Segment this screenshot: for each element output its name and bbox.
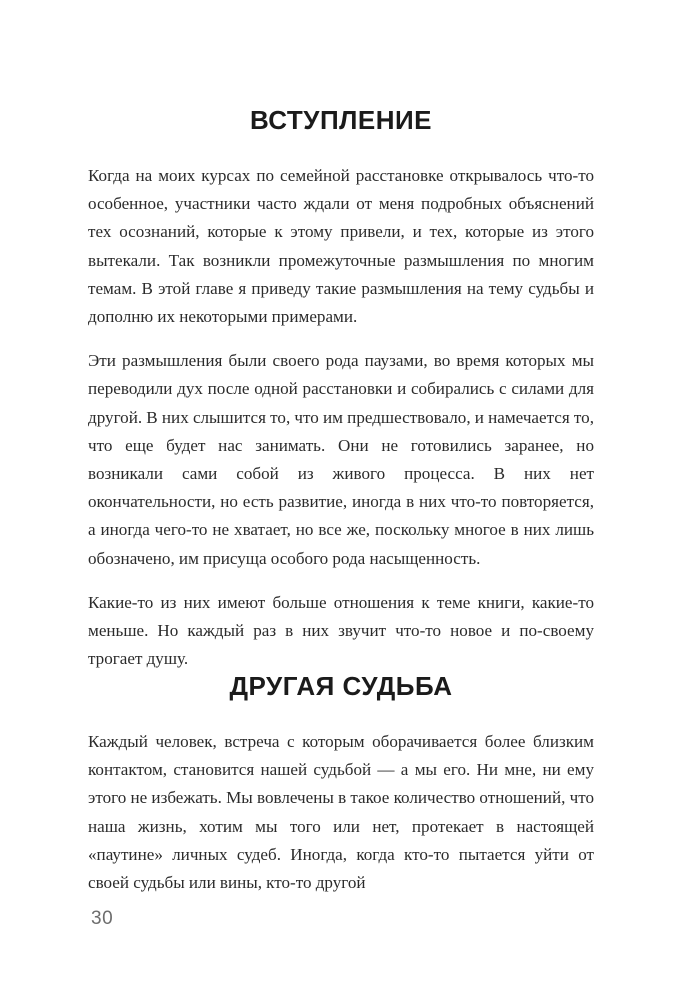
section-heading-intro-container — [88, 106, 594, 135]
paragraph: Какие-то из них имеют больше отношения к теме книги, какие-то меньше. Но каждый раз в них звучит что-то новое и по-своему трогает душу. — [88, 592, 594, 669]
section-body-other-fate — [88, 728, 594, 897]
chapter-heading-other-fate: ДРУГАЯ СУДЬБА — [229, 671, 453, 701]
chapter-heading-introduction: ВСТУПЛЕНИЕ — [249, 105, 433, 135]
section-heading-fate-container — [88, 672, 594, 701]
paragraph: Каждый человек, встреча с которым оборачивается более близким контактом, становится нашей судьбой — а мы его. Ни мне, ни ему этого не избежать. Мы вовлечены в такое количество отношений, что наша жизнь, хотим мы того или нет, протекает в настоящей «паутине» личных судеб. Иногда, когда кто-то пытается уйти от своей судьбы или вины, кто-то другой — [88, 732, 594, 893]
paragraph: Эти размышления были своего рода паузами, во время которых мы переводили дух после одной расстановки и собирались с силами для другой. В них слышится то, что им предшествовало, и намечается то, что еще будет нас занимать. Они не готовились заранее, но возникали сами собой из живого процесса. В них нет окончательности, но есть развитие, иногда в них что-то повторяется, а иногда чего-то не хватает, но все же, поскольку многое в них лишь обозначено, им присуща особого рода насыщенность. — [88, 351, 594, 568]
paragraph: Когда на моих курсах по семейной расстановке открывалось что-то особенное, участники часто ждали от меня подробных объяснений тех осознаний, которые к этому привели, и тех, которые из этого вытекали. Так возникли промежуточные размышления по многим темам. В этой главе я приведу такие размышления на тему судьбы и дополню их некоторыми примерами. — [88, 166, 594, 327]
section-body-introduction — [88, 162, 594, 673]
page-number: 30 — [91, 908, 114, 929]
